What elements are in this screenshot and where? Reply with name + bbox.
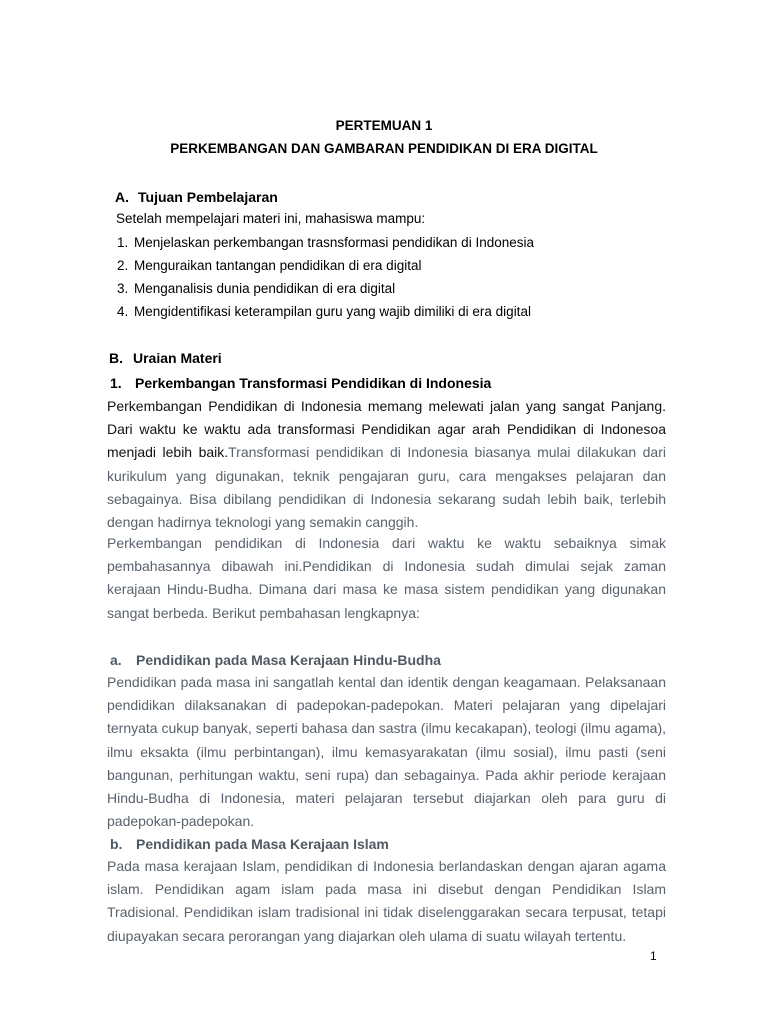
objective-number: 4. [117,304,129,319]
paragraph-transformation-rest: Transformasi pendidikan di Indonesia biasanya mulai dilakukan dari kurikulum yang digunakan, teknik pengajaran guru, cara mengakses pelajaran dan sebagainya. Bisa dibilang pendidikan di Indonesia sekarang sudah lebih baik, terlebih dengan hadirnya teknologi yang semakin canggih. [107,444,666,531]
paragraph-development: Perkembangan pendidikan di Indonesia dari waktu ke waktu sebaiknya simak pembahasannya dibawah ini.Pendidikan di Indonesia sudah dimulai sejak zaman kerajaan Hindu-Budha. Dimana dari masa ke masa sistem pendidikan yang digunakan sangat berbeda. Berikut pembahasan lengkapnya: [107,535,666,621]
objective-item: Menganalisis dunia pendidikan di era digital [134,281,396,296]
paragraph-islam: Pada masa kerajaan Islam, pendidikan di Indonesia berlandaskan dengan ajaran agama islam. Pendidikan agam islam pada masa ini disebut dengan Pendidikan Islam Tradisional. Pendidikan islam tradisional ini tidak diselenggarakan secara terpusat, tetapi diupayakan secara perorangan yang diajarkan oleh ulama di suatu wilayah tertentu. [107,858,666,944]
paragraph-transformation-lead: Perkembangan Pendidikan di Indonesia memang melewati jalan yang sangat Panjang. Dari waktu ke waktu ada transformasi Pendidikan agar arah Pendidikan di Indonesoa menjadi lebih baik. [107,398,666,461]
subsection-1-number: 1. [110,375,122,391]
objective-number: 2. [117,258,129,273]
section-a-letter: A. [115,189,129,205]
objective-item: Menguraikan tantangan pendidikan di era digital [134,258,422,273]
subsection-1-heading: Perkembangan Transformasi Pendidikan di Indonesia [135,375,492,391]
objective-number: 1. [117,235,129,250]
section-b-letter: B. [109,350,123,366]
paragraph-transformation [107,395,666,534]
objective-item: Menjelaskan perkembangan trasnsformasi pendidikan di Indonesia [134,235,534,250]
page-number: 1 [650,949,657,963]
subsection-b-letter: b. [110,836,123,852]
subsection-a-heading: Pendidikan pada Masa Kerajaan Hindu-Budha [136,652,441,668]
section-a-heading: Tujuan Pembelajaran [138,189,278,205]
section-b-heading: Uraian Materi [133,350,222,366]
section-a-intro: Setelah mempelajari materi ini, mahasiswa mampu: [116,211,426,226]
objective-item: Mengidentifikasi keterampilan guru yang wajib dimiliki di era digital [134,304,531,319]
subsection-a-letter: a. [110,652,122,668]
paragraph-hindu-budha: Pendidikan pada masa ini sangatlah kental dan identik dengan keagamaan. Pelaksanaan pendidikan dilaksanakan di padepokan-padepokan. Materi pelajaran yang dipelajari ternyata cukup banyak, seperti bahasa dan sastra (ilmu kecakapan), teologi (ilmu agama), ilmu eksakta (ilmu perbintangan), ilmu kemasyarakatan (ilmu sosial), ilmu pasti (seni bangunan, perhitungan waktu, seni rupa) dan sebagainya. Pada akhir periode kerajaan Hindu-Budha di Indonesia, materi pelajaran tersebut diajarkan oleh para guru di padepokan-padepokan. [107,674,666,830]
page-title-line1: PERTEMUAN 1 [335,118,433,133]
objective-number: 3. [117,281,129,296]
subsection-b-heading: Pendidikan pada Masa Kerajaan Islam [136,836,389,852]
page-title-line2: PERKEMBANGAN DAN GAMBARAN PENDIDIKAN DI ERA DIGITAL [170,141,598,156]
